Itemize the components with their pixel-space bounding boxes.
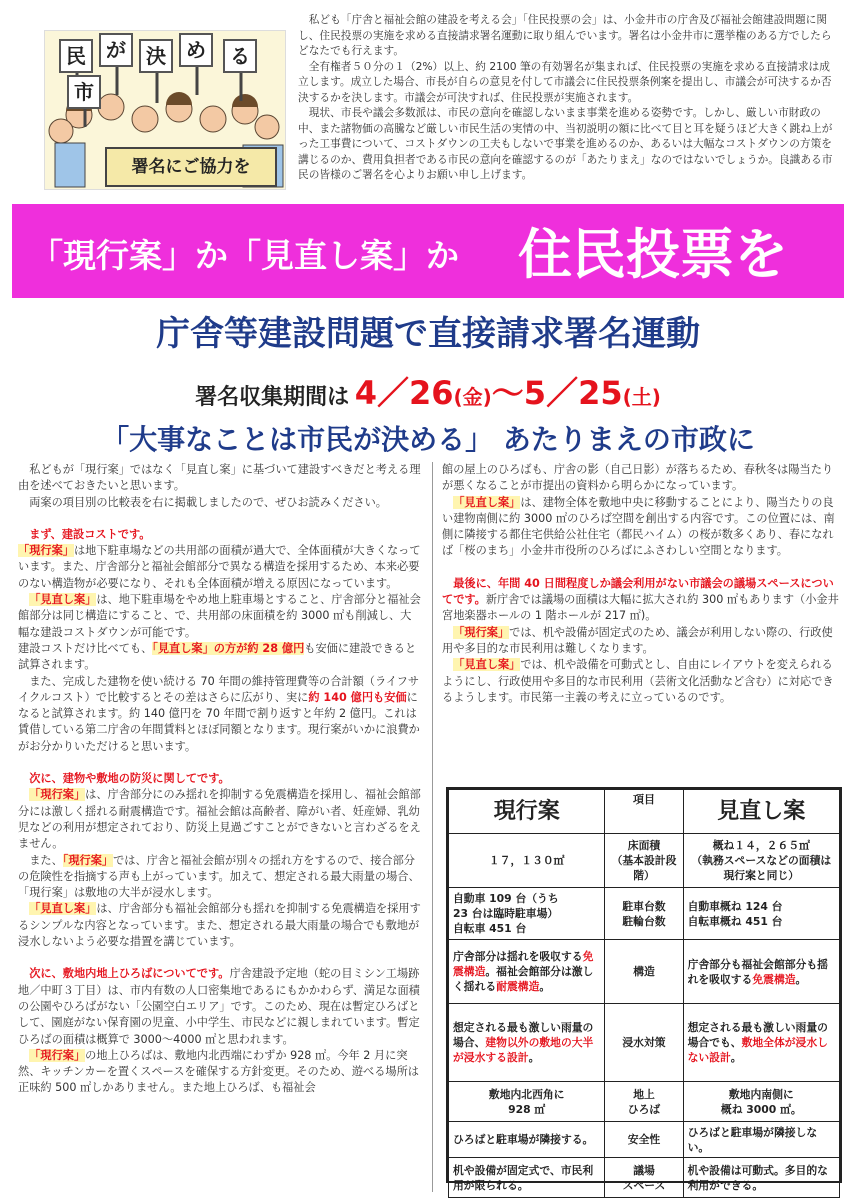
cell-revised xyxy=(683,940,839,1004)
slogan: 「大事なことは市民が決める」 あたりまえの市政に xyxy=(101,423,755,456)
collection-period xyxy=(0,368,856,414)
cell-current: 机や設備が固定式で、市民利用が限られる。 xyxy=(449,1158,605,1198)
sign-char-3: 決 xyxy=(139,39,173,73)
cell-text: 。 xyxy=(539,980,551,993)
cell-text: 庁舎部分も福祉会館部分も揺れを吸収する xyxy=(687,957,828,986)
headline-banner xyxy=(12,204,844,298)
period-start: 4／26 xyxy=(354,374,454,412)
right-column xyxy=(442,462,840,706)
body-text: また、完成した建物を使い続ける 70 年間の維持管理費等の合計額（ライフサイクルコスト）で比較するとその差はさらに広がり、実に xyxy=(18,674,420,704)
column-divider xyxy=(432,462,433,1192)
highlight-140oku: 約 140 億円も安価 xyxy=(308,690,407,704)
cell-revised xyxy=(683,1004,839,1082)
table-row xyxy=(449,1158,840,1198)
cell-item: 浸水対策 xyxy=(605,1004,683,1082)
body-text: また、 xyxy=(29,853,63,867)
banner-main: 住民投票を xyxy=(518,223,788,286)
tag-current: 「現行案」 xyxy=(453,625,510,639)
body-text: 庁舎建設予定地（蛇の目ミシン工場跡地／中町３丁目）は、市内有数の人口密集地であるにもかかわらず、満足な面積の公園やひろばがない「公園空白エリア」です。このため、現在は暫定ひろばとして、園庭がない保育園の児童、小中学生、市民などに親しまれています。暫定ひろばの面積は概算で 3000～4000 ㎡と思われます。 xyxy=(18,967,420,1046)
cell-red-text: 敷地全体が浸水しない設計 xyxy=(687,1036,828,1064)
section-heading-disaster: 次に、建物や敷地の防災に関してです。 xyxy=(29,772,230,786)
cell-revised: 机や設備は可動式。多目的な利用ができる。 xyxy=(683,1158,839,1198)
period-end: 5／25 xyxy=(523,374,623,412)
cell-text: 。福祉会館部分は激しく揺れる xyxy=(453,965,594,993)
tag-current: 「現行案」 xyxy=(18,544,74,558)
left-column xyxy=(18,462,422,1097)
cell-current: １７，１３０㎡ xyxy=(449,834,605,888)
sign-char-1: 民 xyxy=(59,39,93,73)
body-text: では、庁舎と福祉会館が別々の揺れ方をするので、接合部分の危険性を指摘する声も上がっています。加えて、想定される最大雨量の場合、「現行案」は敷地の大半が浸水します。 xyxy=(18,853,420,900)
body-paragraph: 両案の項目別の比較表を右に掲載しましたので、ぜひお読みください。 xyxy=(29,495,387,509)
cell-revised: 自動車概ね 124 台 自転車概ね 451 台 xyxy=(683,888,839,940)
body-text: は、地下駐車場をやめ地上駐車場とすること、庁舎部分と福祉会館部分は同じ構造にすること、で、共用部の床面積を約 3000 ㎡も削減し、大幅な建設コストダウンが可能です。 xyxy=(18,593,421,639)
sign-char-5: る xyxy=(223,39,257,73)
section-heading-cost: まず、建設コストです。 xyxy=(29,527,151,541)
table-header-revised: 見直し案 xyxy=(683,790,839,834)
cell-revised: ひろばと駐車場が隣接しない。 xyxy=(683,1122,839,1158)
table-header-current: 現行案 xyxy=(449,790,605,834)
body-text: の地上ひろばは、敷地内北西端にわずか 928 ㎡。今年 2 月に突然、キッチンカーを置くスペースを確保する方針変更。そのため、遊べる場所は正味約 500 ㎡しかありません。また地上ひろば、も福祉会 xyxy=(18,1048,419,1095)
tag-current: 「現行案」 xyxy=(29,788,86,802)
sign-char-4: め xyxy=(179,33,213,67)
table-row xyxy=(449,888,840,940)
sign-char-6: 市 xyxy=(67,75,101,109)
placard-text: 署名にご協力を xyxy=(105,147,277,187)
body-text: では、机や設備が固定式のため、議会が利用しない際の、行政使用や多目的な市民利用は難しくなります。 xyxy=(442,625,833,655)
highlight-28oku: 「見直し案」の方が約 28 億円 xyxy=(152,641,305,655)
cell-item: 安全性 xyxy=(605,1122,683,1158)
body-text: は地下駐車場などの共用部の面積が過大で、全体面積が大きくなっています。また、庁舎部分と福祉会館部分で異なる構造を採用するため、本来必要のない構造物が必要になり、それも全体面積が増える原因になっています。 xyxy=(18,544,421,590)
table-row xyxy=(449,834,840,888)
cell-item: 議場 スペース xyxy=(605,1158,683,1198)
cell-text: 庁舎部分は揺れを吸収する xyxy=(453,950,583,963)
intro-paragraph: 全有権者５０分の１（2%）以上、約 2100 筆の有効署名が集まれば、住民投票の実施を求める直接請求は成立します。成立した場合、市長が自らの意見を付して市議会に住民投票条例案を提出し、市議会が可決するか否決するかを決します。市議会が可決すれば、住民投票が実施されます。 xyxy=(298,59,832,104)
cell-text: 想定される最も激しい雨量の場合、 xyxy=(453,1021,594,1049)
table-row xyxy=(449,940,840,1004)
cell-item: 構造 xyxy=(605,940,683,1004)
period-tilde: ～ xyxy=(491,374,524,412)
tag-current: 「現行案」 xyxy=(62,853,114,867)
body-text: になると試算されます。約 140 億円を 70 年間で割り返すと年約 2 億円。これは賃借している第二庁舎の年間賃料とほぼ同額となります。現行案がいかに浪費かがお分かりいただけると思います。 xyxy=(18,690,420,753)
body-text: は、庁舎部分にのみ揺れを抑制する免震構造を採用し、福祉会館部分には激しく揺れる耐震構造です。福祉会館は高齢者、障がい者、妊産婦、乳幼児などの利用が想定されており、防災上見過ごすことができないと言わざるをえません。 xyxy=(18,788,421,851)
cell-current xyxy=(449,1004,605,1082)
cell-current: ひろばと駐車場が隣接する。 xyxy=(449,1122,605,1158)
table-row xyxy=(449,1122,840,1158)
cell-text: 。 xyxy=(528,1051,540,1064)
cell-text: 。 xyxy=(795,972,807,986)
cell-item: 地上 ひろば xyxy=(605,1082,683,1122)
table-row xyxy=(449,1004,840,1082)
comparison-table xyxy=(446,787,842,1192)
intro-paragraph: 私ども「庁舎と福祉会館の建設を考える会」「住民投票の会」は、小金井市の庁舎及び福祉会館建設問題に関し、住民投票の実施を求める直接請求署名運動に取り組んでいます。署名は小金井市に選挙権のある方でしたらどなたでも行えます。 xyxy=(298,13,832,57)
sign-char-2: が xyxy=(99,33,133,67)
intro-paragraph: 現状、市長や議会多数派は、市民の意向を確認しないまま事業を進める姿勢です。しかし、厳しい市財政の中、また諸物価の高騰など厳しい市民生活の実情の中、当初説明の額に比べて目と耳を疑うほど大きく跳ね上がった工事費について、コストダウンの工夫もしないで事業を進めるのか、あるいは大幅なコストダウンの方策を講じるのか、費用負担者である市民の意向を確認するのが「あたりまえ」なのではないでしょうか。良識ある市民の皆様のご署名を心よりお願い申し上げます。 xyxy=(298,106,833,181)
illustration xyxy=(44,30,286,190)
cell-current: 自動車 109 台（うち 23 台は臨時駐車場） 自転車 451 台 xyxy=(449,888,605,940)
cell-current xyxy=(449,940,605,1004)
period-label: 署名収集期間は xyxy=(195,385,350,410)
table-row xyxy=(449,1082,840,1122)
cell-red-text: 建物以外の敷地の大半が浸水する設計 xyxy=(453,1036,594,1064)
body-paragraph: 館の屋上のひろばも、庁舎の影（自己日影）が落ちるため、春秋冬は陽当たりが悪くなることが市提出の資料から明らかになっています。 xyxy=(442,463,834,493)
period-end-day: (土) xyxy=(622,385,661,409)
body-text: 新庁舎では議場の面積は大幅に拡大され約 300 ㎡もあります（小金井宮地楽器ホールの 1 階ホールが 217 ㎡)。 xyxy=(442,593,839,623)
body-text: では、机や設備を可動式とし、自由にレイアウトを変えられるようにし、行政使用や多目的な市民利用（芸術文化活動など含む）に対応できるようします。市民第一主義の考えに立っているのです。 xyxy=(442,658,834,704)
cell-text: 想定される最も激しい雨量の場合でも、 xyxy=(687,1021,828,1049)
cell-revised: 概ね１４，２６５㎡ （執務スペースなどの面積は現行案と同じ） xyxy=(683,834,839,888)
period-start-day: (金) xyxy=(453,385,492,409)
cell-revised: 敷地内南側に 概ね 3000 ㎡。 xyxy=(683,1082,839,1122)
tag-revised: 「見直し案」 xyxy=(453,658,521,672)
table-header-item: 項目 xyxy=(605,790,683,834)
tag-current: 「現行案」 xyxy=(29,1048,86,1062)
tag-revised: 「見直し案」 xyxy=(453,495,521,509)
tag-revised: 「見直し案」 xyxy=(29,902,97,916)
section-heading-plaza: 次に、敷地内地上ひろばについてです。 xyxy=(29,967,230,981)
cell-item: 駐車台数 駐輪台数 xyxy=(605,888,683,940)
body-text: は、庁舎部分も福祉会館部分も揺れを抑制する免震構造を採用するシンプルな内容となっています。また、想定される最大雨量の場合でも敷地が浸水しないよう必要な措置を講じています。 xyxy=(18,902,421,949)
cell-red-text: 耐震構造 xyxy=(496,980,540,993)
cell-red-text: 免震構造 xyxy=(453,950,594,978)
cell-text: 。 xyxy=(730,1051,742,1064)
section-heading-assembly: 最後に、年間 40 日間程度しか議会利用がない市議会の議場スペースについてです。 xyxy=(442,576,834,607)
banner-question: 「現行案」か「見直し案」か xyxy=(30,236,459,275)
body-paragraph: 私どもが「現行案」ではなく「見直し案」に基づいて建設すべきだと考える理由を述べておきたいと思います。 xyxy=(18,463,421,493)
cell-current: 敷地内北西角に 928 ㎡ xyxy=(449,1082,605,1122)
tag-revised: 「見直し案」 xyxy=(29,593,97,607)
intro-text xyxy=(298,12,838,183)
cell-item: 床面積 （基本設計段階） xyxy=(605,834,683,888)
body-text: 建設コストだけ比べても、 xyxy=(18,641,153,655)
body-text: も安価に建設できると試算されます。 xyxy=(18,641,417,672)
body-text: は、建物全体を敷地中央に移動することにより、陽当たりの良い建物南側に約 3000 ㎡のひろば空間を創出する内容です。この位置には、南側に隣接する都住宅供給公社住宅（都民ハイム）の桜が数多くあり、春になれば「桜のまち」小金井市役所のひろばにふさわしい空間となります。 xyxy=(442,495,835,558)
cell-red-text: 免震構造 xyxy=(752,972,796,986)
headline: 庁舎等建設問題で直接請求署名運動 xyxy=(156,314,700,354)
